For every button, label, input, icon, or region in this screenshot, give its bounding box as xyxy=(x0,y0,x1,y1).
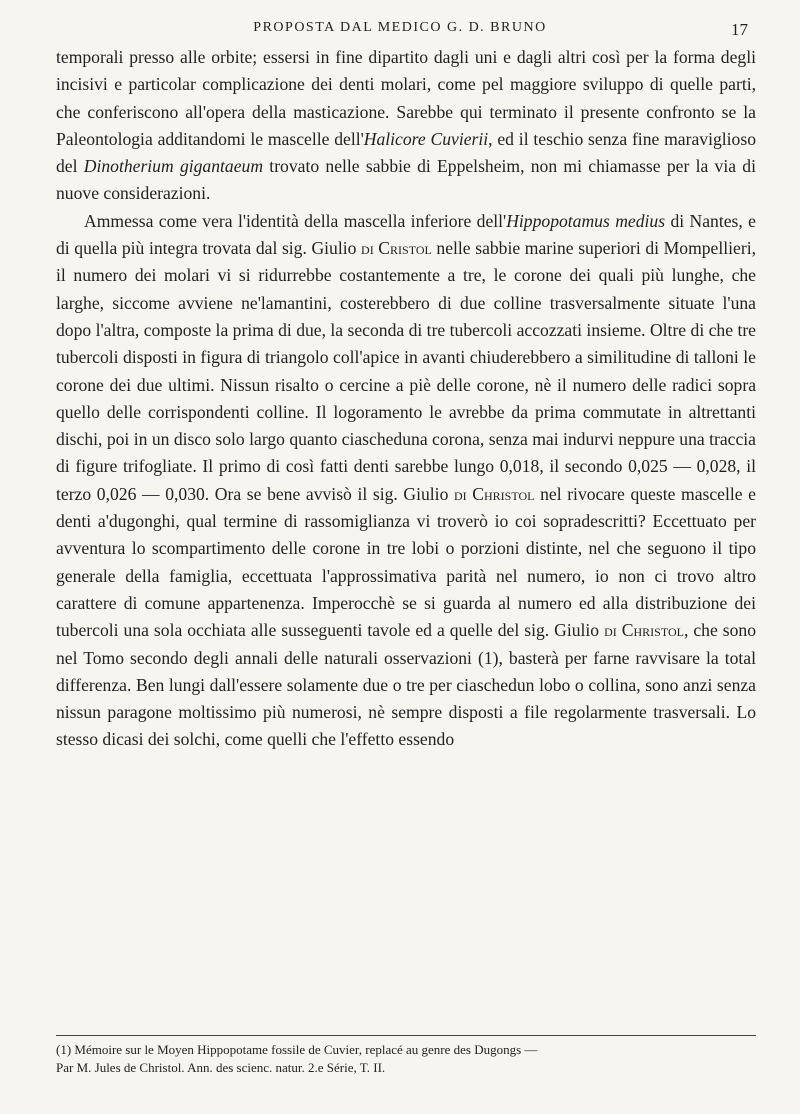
footnote-divider xyxy=(56,1035,756,1036)
text-run: temporali presso alle orbite; essersi in fine dipartito dagli uni e dagli altri così per la forma degli incisivi e particolar complicazione dei denti molari, come pel maggiore sviluppo di quelle parti, che conferiscono all'opera della masticazione. Sarebbe qui terminato il presente confronto se la Paleontologia additandomi le mascelle dell' xyxy=(56,47,756,149)
text-run: nelle sabbie marine superiori di Mompellieri, il numero dei molari vi si ridurrebbe costantemente a tre, le corone dei quali più lunghe, che larghe, siccome avviene ne'lamantini, costerebbero di due colline trasversalmente situate l'una dopo l'altra, composte la prima di due, la seconda di tre tubercoli accozzati insieme. Oltre di che tre tubercoli disposti in figura di triangolo coll'apice in avanti chiuderebbero a similitudine di talloni le corone dei due ultimi. Nissun risalto o cercine a piè delle corone, nè il numero delle radici sopra quello delle corrispondenti colline. Il logoramento le avrebbe da prima commutate in altrettanti dischi, poi in un disco solo largo quanto ciascheduna corona, senza mai indurvi neppure una traccia di figure trifogliate. Il primo di così fatti denti sarebbe lungo 0,018, il secondo 0,025 — 0,028, il terzo 0,026 — 0,030. Ora se bene avvisò il sig. Giulio xyxy=(56,238,756,504)
paragraph xyxy=(56,208,756,754)
italic-text: Dinotherium gigantaeum xyxy=(83,156,264,177)
footnote-line: Par M. Jules de Christol. Ann. des scienc. natur. 2.e Série, T. II. xyxy=(56,1060,386,1075)
text-run: Ammessa come vera l'identità della mascella inferiore dell' xyxy=(84,210,507,231)
text-run: trovato nelle sabbie di Eppelsheim, non mi chiamasse per la via di nuove considerazioni. xyxy=(56,156,756,204)
body-text xyxy=(56,44,756,754)
small-caps-name: di Cristol xyxy=(361,238,432,259)
text-run: nel rivocare queste mascelle e denti a'dugonghi, qual termine di rassomiglianza vi troverò io coi sopradescritti? Eccettuato per avventura lo scompartimento delle corone in tre lobi o porzioni distinte, nel che seguono il tipo generale della famiglia, eccettuata l'approssimativa parità nel numero, io non ci trovo altro carattere di comune appartenenza. Imperocchè se si guarda al numero ed alla distribuzione dei tubercoli una sola occhiata alle susseguenti tavole ed a quelle del sig. Giulio xyxy=(56,483,756,641)
text-run: , ed il teschio senza fine maraviglioso del xyxy=(56,128,756,177)
running-title: PROPOSTA DAL MEDICO G. D. BRUNO xyxy=(253,20,547,35)
italic-text: Halicore Cuvierii xyxy=(363,128,489,149)
running-header xyxy=(0,20,800,39)
page-number: 17 xyxy=(731,20,748,39)
small-caps-name: di Christol xyxy=(454,483,535,504)
small-caps-name: di Christol xyxy=(604,620,684,641)
paragraph xyxy=(56,44,756,208)
italic-text: Hippopotamus medius xyxy=(506,210,666,231)
text-run: , che sono nel Tomo secondo degli annali delle naturali osservazioni (1), basterà per farne ravvisare la total differenza. Ben lungi dall'essere solamente due o tre per ciaschedun lobo o collina, sono anzi senza nissun paragone moltissimo più numerosi, nè sempre disposti a file regolarmente trasversali. Lo stesso dicasi dei solchi, come quelli che l'effetto essendo xyxy=(56,620,756,750)
footnote xyxy=(56,1041,756,1077)
footnote-line: (1) Mémoire sur le Moyen Hippopotame fossile de Cuvier, replacé au genre des Dugongs — xyxy=(56,1042,538,1057)
text-run: di Nantes, e di quella più integra trovata dal sig. Giulio xyxy=(56,210,756,259)
